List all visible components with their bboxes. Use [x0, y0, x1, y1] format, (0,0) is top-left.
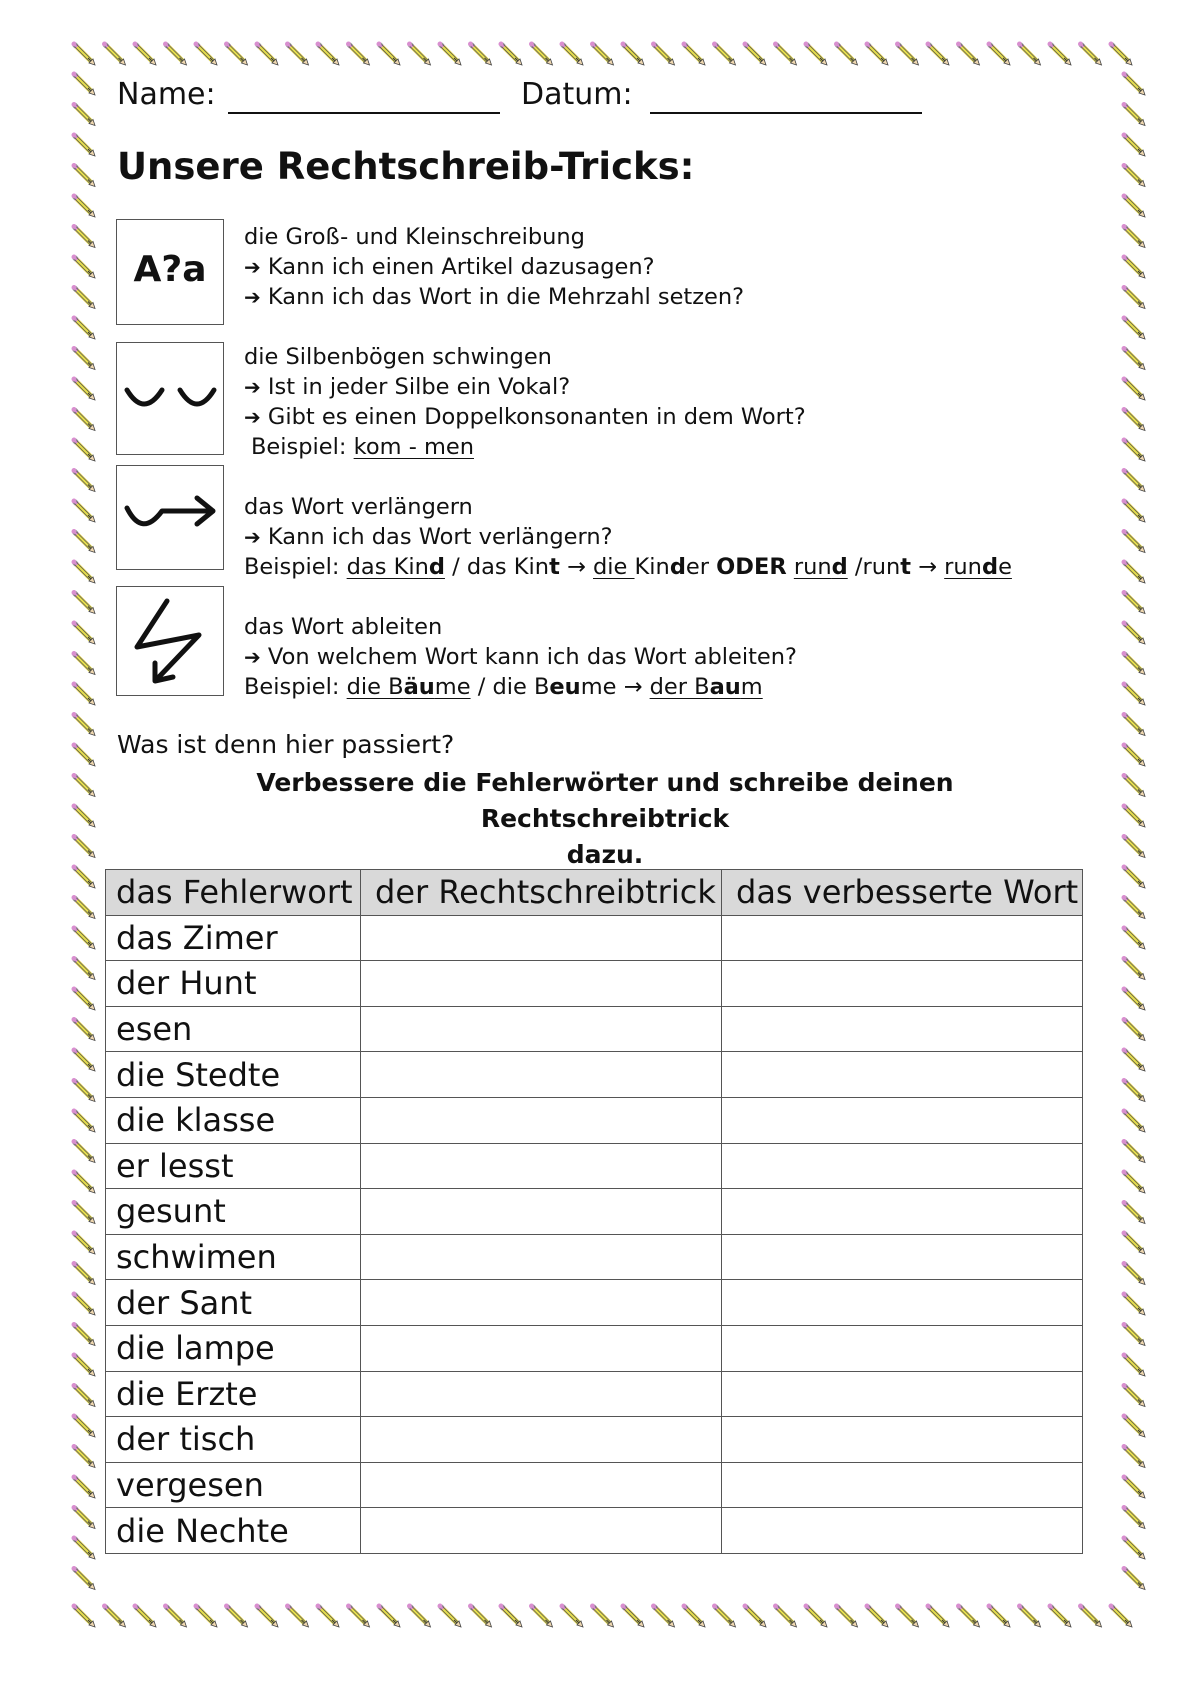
- pencil-icon: [73, 1476, 95, 1498]
- pencil-icon: [73, 1232, 95, 1254]
- pencil-icon: [1123, 1446, 1145, 1468]
- corrected-word-cell[interactable]: [722, 1097, 1083, 1143]
- example-label: Beispiel:: [251, 434, 347, 460]
- table-row: [106, 1189, 1083, 1235]
- corrected-word-cell[interactable]: [722, 1052, 1083, 1098]
- pencil-icon: [165, 1605, 187, 1627]
- pencil-icon: [1123, 500, 1145, 522]
- pencil-icon: [1123, 622, 1145, 644]
- pencil-icon: [1123, 988, 1145, 1010]
- pencil-icon: [73, 927, 95, 949]
- pencil-icon: [73, 653, 95, 675]
- trick-title: das Wort verlängern: [244, 494, 473, 520]
- pencil-icon: [73, 1354, 95, 1376]
- pencil-icon: [73, 683, 95, 705]
- correction-table: [105, 869, 1083, 1554]
- pencil-icon: [73, 409, 95, 431]
- corrected-word-cell[interactable]: [722, 1508, 1083, 1554]
- pencil-icon: [622, 43, 644, 65]
- pencil-icon: [1123, 1232, 1145, 1254]
- trick-title: die Silbenbögen schwingen: [244, 344, 552, 370]
- arrow-right-icon: ➔: [244, 255, 261, 279]
- derive-icon-box: [116, 586, 224, 696]
- pencil-icon: [1123, 1293, 1145, 1315]
- pencil-icon: [1123, 805, 1145, 827]
- pencil-icon: [1123, 73, 1145, 95]
- capitalization-icon-box: [116, 219, 224, 325]
- pencil-icon: [805, 1605, 827, 1627]
- spelling-trick-cell[interactable]: [361, 1143, 722, 1189]
- pencil-icon: [73, 104, 95, 126]
- table-row: [106, 1417, 1083, 1463]
- pencil-icon: [1123, 1476, 1145, 1498]
- table-row: [106, 1052, 1083, 1098]
- pencil-icon: [73, 1049, 95, 1071]
- error-word-cell: esen: [106, 1006, 361, 1052]
- pencil-icon: [73, 439, 95, 461]
- pencil-icon: [958, 43, 980, 65]
- pencil-icon: [73, 1293, 95, 1315]
- trick-question: Kann ich das Wort verlängern?: [267, 524, 613, 550]
- pencil-icon: [73, 1171, 95, 1193]
- spelling-trick-cell[interactable]: [361, 1371, 722, 1417]
- pencil-icon: [1123, 1507, 1145, 1529]
- trick-capitalization: [244, 222, 744, 312]
- table-header-row: [106, 870, 1083, 916]
- table-row: [106, 1097, 1083, 1143]
- pencil-icon: [988, 43, 1010, 65]
- column-header-corrected-word: das verbesserte Wort: [722, 870, 1083, 916]
- table-row: [106, 1006, 1083, 1052]
- pencil-icon: [73, 1446, 95, 1468]
- pencil-icon: [561, 1605, 583, 1627]
- pencil-icon: [1123, 714, 1145, 736]
- pencil-icon: [958, 1605, 980, 1627]
- pencil-icon: [1123, 1568, 1145, 1590]
- pencil-icon: [73, 1568, 95, 1590]
- pencil-icon: [500, 1605, 522, 1627]
- pencil-icon: [73, 1324, 95, 1346]
- pencil-icon: [73, 256, 95, 278]
- error-word-cell: das Zimer: [106, 915, 361, 961]
- extend-arrow-icon: [117, 466, 222, 568]
- error-word-cell: die Nechte: [106, 1508, 361, 1554]
- pencil-icon: [1123, 165, 1145, 187]
- spelling-trick-cell[interactable]: [361, 1052, 722, 1098]
- pencil-icon: [73, 836, 95, 858]
- date-blank-line[interactable]: [650, 112, 922, 114]
- pencil-icon: [73, 287, 95, 309]
- spelling-trick-cell[interactable]: [361, 1006, 722, 1052]
- corrected-word-cell[interactable]: [722, 1325, 1083, 1371]
- pencil-icon: [378, 1605, 400, 1627]
- arrow-right-icon: ➔: [244, 405, 261, 429]
- pencil-icon: [1123, 409, 1145, 431]
- pencil-icon: [653, 1605, 675, 1627]
- pencil-icon: [1019, 43, 1041, 65]
- pencil-icon: [714, 1605, 736, 1627]
- pencil-icon: [744, 43, 766, 65]
- pencil-icon: [1123, 561, 1145, 583]
- spelling-trick-cell[interactable]: [361, 1234, 722, 1280]
- trick-title: das Wort ableiten: [244, 614, 443, 640]
- spelling-trick-cell[interactable]: [361, 1417, 722, 1463]
- pencil-icon: [470, 43, 492, 65]
- pencil-icon: [927, 1605, 949, 1627]
- pencil-icon: [1123, 195, 1145, 217]
- pencil-icon: [73, 1110, 95, 1132]
- pencil-icon: [1123, 1324, 1145, 1346]
- pencil-icon: [1123, 317, 1145, 339]
- pencil-icon: [1080, 1605, 1102, 1627]
- pencil-icon: [1123, 226, 1145, 248]
- capitalization-icon: A?a: [133, 249, 207, 290]
- pencil-icon: [195, 1605, 217, 1627]
- example-label: Beispiel:: [244, 674, 340, 700]
- pencil-icon: [73, 378, 95, 400]
- error-word-cell: die lampe: [106, 1325, 361, 1371]
- table-row: [106, 915, 1083, 961]
- pencil-icon: [1123, 378, 1145, 400]
- corrected-word-cell[interactable]: [722, 1189, 1083, 1235]
- exercise-instruction: [130, 765, 1080, 873]
- trick-derive: [244, 612, 797, 702]
- pencil-icon: [592, 43, 614, 65]
- page-title: Unsere Rechtschreib-Tricks:: [117, 145, 695, 188]
- pencil-icon: [409, 43, 431, 65]
- pencil-icon: [927, 43, 949, 65]
- pencil-icon: [73, 1605, 95, 1627]
- pencil-icon: [561, 43, 583, 65]
- pencil-icon: [73, 470, 95, 492]
- table-row: [106, 1462, 1083, 1508]
- trick-question: Von welchem Wort kann ich das Wort ableiten?: [267, 644, 797, 670]
- pencil-icon: [256, 43, 278, 65]
- pencil-icon: [1123, 775, 1145, 797]
- pencil-icon: [73, 134, 95, 156]
- pencil-icon: [1110, 1605, 1132, 1627]
- zigzag-arrow-icon: [117, 587, 222, 693]
- error-word-cell: schwimen: [106, 1234, 361, 1280]
- table-row: [106, 961, 1083, 1007]
- pencil-icon: [409, 1605, 431, 1627]
- error-word-cell: der tisch: [106, 1417, 361, 1463]
- name-label: Name:: [117, 77, 216, 112]
- example-label: Beispiel:: [244, 554, 340, 580]
- pencil-icon: [1123, 1354, 1145, 1376]
- pencil-icon: [73, 226, 95, 248]
- extend-icon-box: [116, 465, 224, 570]
- pencil-icon: [1123, 836, 1145, 858]
- arrow-right-icon: ➔: [244, 525, 261, 549]
- pencil-icon: [378, 43, 400, 65]
- pencil-icon: [73, 43, 95, 65]
- instruction-line: dazu.: [566, 840, 644, 869]
- pencil-icon: [439, 1605, 461, 1627]
- pencil-icon: [866, 1605, 888, 1627]
- pencil-icon: [592, 1605, 614, 1627]
- corrected-word-cell[interactable]: [722, 1280, 1083, 1326]
- pencil-icon: [73, 348, 95, 370]
- pencil-icon: [775, 1605, 797, 1627]
- pencil-icon: [683, 43, 705, 65]
- spelling-trick-cell[interactable]: [361, 915, 722, 961]
- table-row: [106, 1234, 1083, 1280]
- pencil-icon: [73, 1080, 95, 1102]
- exercise-question: Was ist denn hier passiert?: [117, 730, 455, 759]
- pencil-icon: [1123, 1537, 1145, 1559]
- error-word-cell: gesunt: [106, 1189, 361, 1235]
- pencil-icon: [531, 1605, 553, 1627]
- pencil-icon: [1123, 531, 1145, 553]
- pencil-icon: [988, 1605, 1010, 1627]
- pencil-icon: [653, 43, 675, 65]
- pencil-icon: [1123, 958, 1145, 980]
- pencil-icon: [1080, 43, 1102, 65]
- pencil-icon: [836, 43, 858, 65]
- pencil-icon: [287, 1605, 309, 1627]
- error-word-cell: die klasse: [106, 1097, 361, 1143]
- pencil-icon: [73, 714, 95, 736]
- pencil-icon: [73, 1141, 95, 1163]
- trick-syllables: [244, 342, 806, 462]
- name-blank-line[interactable]: [228, 112, 500, 114]
- pencil-icon: [73, 1263, 95, 1285]
- trick-question: Kann ich einen Artikel dazusagen?: [267, 254, 655, 280]
- table-row: [106, 1508, 1083, 1554]
- error-word-cell: die Erzte: [106, 1371, 361, 1417]
- pencil-icon: [1123, 439, 1145, 461]
- pencil-icon: [73, 988, 95, 1010]
- pencil-icon: [622, 1605, 644, 1627]
- pencil-icon: [805, 43, 827, 65]
- pencil-icon: [775, 43, 797, 65]
- spelling-trick-cell[interactable]: [361, 1325, 722, 1371]
- syllable-arcs-icon: [117, 343, 222, 453]
- spelling-trick-cell[interactable]: [361, 1189, 722, 1235]
- pencil-icon: [1123, 287, 1145, 309]
- pencil-icon: [256, 1605, 278, 1627]
- error-word-cell: er lesst: [106, 1143, 361, 1189]
- pencil-icon: [1123, 1110, 1145, 1132]
- arrow-right-icon: ➔: [244, 645, 261, 669]
- corrected-word-cell[interactable]: [722, 1234, 1083, 1280]
- pencil-icon: [1123, 1080, 1145, 1102]
- pencil-icon: [73, 1019, 95, 1041]
- pencil-icon: [683, 1605, 705, 1627]
- pencil-icon: [531, 43, 553, 65]
- pencil-icon: [866, 43, 888, 65]
- pencil-icon: [73, 195, 95, 217]
- corrected-word-cell[interactable]: [722, 1417, 1083, 1463]
- pencil-icon: [1019, 1605, 1041, 1627]
- pencil-icon: [73, 1537, 95, 1559]
- pencil-icon: [317, 43, 339, 65]
- example-word: kom - men: [353, 434, 474, 460]
- syllable-icon-box: [116, 342, 224, 455]
- pencil-icon: [1049, 1605, 1071, 1627]
- table-row: [106, 1280, 1083, 1326]
- pencil-icon: [73, 1385, 95, 1407]
- column-header-error-word: das Fehlerwort: [106, 870, 361, 916]
- pencil-icon: [1123, 1171, 1145, 1193]
- date-label: Datum:: [521, 77, 633, 112]
- error-word-cell: vergesen: [106, 1462, 361, 1508]
- pencil-icon: [73, 897, 95, 919]
- pencil-icon: [73, 165, 95, 187]
- spelling-trick-cell[interactable]: [361, 961, 722, 1007]
- pencil-icon: [1123, 1415, 1145, 1437]
- example-line: Beispiel: das Kind / das Kint → die Kinder ODER rund /runt → runde: [244, 554, 1012, 580]
- pencil-icon: [348, 43, 370, 65]
- pencil-icon: [73, 866, 95, 888]
- example-line: Beispiel: die Bäume / die Beume → der Baum: [244, 674, 763, 700]
- error-word-cell: der Sant: [106, 1280, 361, 1326]
- pencil-icon: [1049, 43, 1071, 65]
- spelling-trick-cell[interactable]: [361, 1280, 722, 1326]
- pencil-icon: [287, 43, 309, 65]
- pencil-icon: [134, 43, 156, 65]
- pencil-icon: [73, 958, 95, 980]
- pencil-icon: [226, 1605, 248, 1627]
- trick-question: Ist in jeder Silbe ein Vokal?: [267, 374, 571, 400]
- pencil-icon: [348, 1605, 370, 1627]
- pencil-icon: [73, 561, 95, 583]
- pencil-icon: [73, 592, 95, 614]
- pencil-icon: [317, 1605, 339, 1627]
- corrected-word-cell[interactable]: [722, 1462, 1083, 1508]
- pencil-icon: [1123, 1019, 1145, 1041]
- pencil-icon: [195, 43, 217, 65]
- pencil-icon: [1123, 1049, 1145, 1071]
- pencil-icon: [1123, 683, 1145, 705]
- pencil-icon: [73, 744, 95, 766]
- arrow-right-icon: ➔: [244, 285, 261, 309]
- pencil-icon: [470, 1605, 492, 1627]
- pencil-icon: [73, 317, 95, 339]
- pencil-icon: [226, 43, 248, 65]
- pencil-icon: [1123, 104, 1145, 126]
- trick-question: Kann ich das Wort in die Mehrzahl setzen?: [267, 284, 745, 310]
- pencil-icon: [1123, 866, 1145, 888]
- pencil-icon: [73, 775, 95, 797]
- pencil-icon: [134, 1605, 156, 1627]
- pencil-icon: [1123, 653, 1145, 675]
- corrected-word-cell[interactable]: [722, 1143, 1083, 1189]
- trick-title: die Groß- und Kleinschreibung: [244, 224, 585, 250]
- pencil-icon: [1123, 897, 1145, 919]
- pencil-icon: [1123, 470, 1145, 492]
- pencil-icon: [104, 43, 126, 65]
- pencil-icon: [1123, 1141, 1145, 1163]
- pencil-icon: [73, 1507, 95, 1529]
- pencil-icon: [897, 1605, 919, 1627]
- pencil-icon: [1123, 1202, 1145, 1224]
- pencil-icon: [165, 43, 187, 65]
- pencil-icon: [1123, 1385, 1145, 1407]
- corrected-word-cell[interactable]: [722, 1006, 1083, 1052]
- pencil-icon: [1123, 134, 1145, 156]
- pencil-icon: [1123, 592, 1145, 614]
- pencil-icon: [744, 1605, 766, 1627]
- column-header-spelling-trick: der Rechtschreibtrick: [361, 870, 722, 916]
- pencil-icon: [836, 1605, 858, 1627]
- table-row: [106, 1143, 1083, 1189]
- spelling-trick-cell[interactable]: [361, 1097, 722, 1143]
- pencil-icon: [1123, 927, 1145, 949]
- pencil-icon: [73, 500, 95, 522]
- pencil-icon: [714, 43, 736, 65]
- pencil-icon: [73, 1202, 95, 1224]
- trick-extend: [244, 492, 1012, 582]
- trick-question: Gibt es einen Doppelkonsonanten in dem Wort?: [267, 404, 806, 430]
- pencil-icon: [439, 43, 461, 65]
- spelling-trick-cell[interactable]: [361, 1462, 722, 1508]
- pencil-icon: [1110, 43, 1132, 65]
- error-word-cell: die Stedte: [106, 1052, 361, 1098]
- pencil-icon: [1123, 1263, 1145, 1285]
- instruction-line: Verbessere die Fehlerwörter und schreibe deinen Rechtschreibtrick: [256, 768, 954, 833]
- pencil-icon: [73, 73, 95, 95]
- arrow-right-icon: ➔: [244, 375, 261, 399]
- pencil-icon: [104, 1605, 126, 1627]
- pencil-icon: [1123, 256, 1145, 278]
- pencil-icon: [73, 805, 95, 827]
- corrected-word-cell[interactable]: [722, 915, 1083, 961]
- table-row: [106, 1325, 1083, 1371]
- pencil-icon: [897, 43, 919, 65]
- error-word-cell: der Hunt: [106, 961, 361, 1007]
- spelling-trick-cell[interactable]: [361, 1508, 722, 1554]
- pencil-icon: [500, 43, 522, 65]
- corrected-word-cell[interactable]: [722, 1371, 1083, 1417]
- corrected-word-cell[interactable]: [722, 961, 1083, 1007]
- pencil-icon: [73, 622, 95, 644]
- table-row: [106, 1371, 1083, 1417]
- pencil-icon: [1123, 348, 1145, 370]
- pencil-icon: [73, 1415, 95, 1437]
- pencil-icon: [1123, 744, 1145, 766]
- pencil-icon: [73, 531, 95, 553]
